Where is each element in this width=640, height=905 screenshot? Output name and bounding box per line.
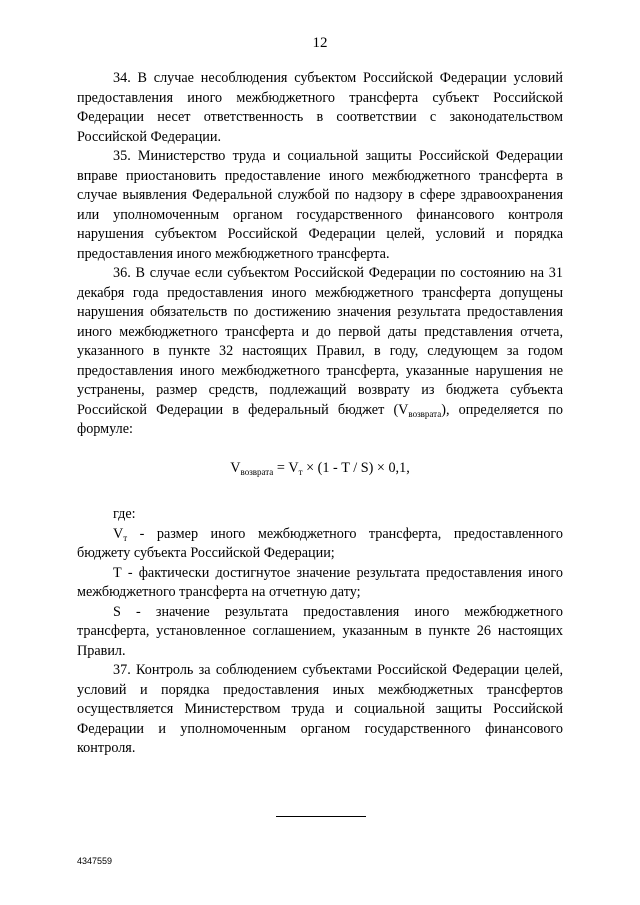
where-label: где: [113, 506, 136, 522]
vt-symbol: V [113, 525, 124, 542]
formula-equals: = V [273, 459, 299, 476]
vt-subscript: т [123, 532, 128, 543]
definition-s: S - значение результата предоставления иного межбюджетного трансферта, установленное соглашением, указанным в пункте 26 настоящих Правил. [77, 603, 563, 659]
formula-lhs-subscript: возврата [240, 466, 274, 477]
formula [77, 459, 563, 479]
page-number: 12 [312, 35, 328, 51]
formula-lhs: V [230, 459, 241, 476]
paragraph-36-tail: ), определяется по формуле: [77, 401, 563, 437]
paragraph-34: 34. В случае несоблюдения субъектом Российской Федерации условий предоставления иного межбюджетного трансферта субъект Российской Федерации несет ответственность в соответствии с законодательством Российской Федерации. [77, 70, 563, 145]
formula-vt-subscript: т [298, 466, 303, 477]
paragraph-36 [77, 264, 563, 440]
paragraph-35: 35. Министерство труда и социальной защиты Российской Федерации вправе приостановить предоставление иного межбюджетного трансферта в случае выявления Федеральной службой по надзору в сфере здравоохранения или уполномоченным органом государственного финансового контроля нарушения субъектом Российской Федерации целей, условий и порядка предоставления иного межбюджетного трансферта. [77, 148, 563, 262]
vt-definition-text: - размер иного межбюджетного трансферта, предоставленного бюджету субъекта Российской Федерации; [77, 525, 563, 561]
paragraph-37: 37. Контроль за соблюдением субъектами Российской Федерации целей, условий и порядка предоставления иных межбюджетных трансфертов осуществляется Министерством труда и социальной защиты Российской Федерации и уполномоченным органом государственного финансового контроля. [77, 662, 563, 756]
end-rule [276, 816, 366, 817]
document-id: 4347559 [77, 856, 113, 866]
paragraph-36-text: 36. В случае если субъектом Российской Федерации по состоянию на 31 декабря года предоставления иного межбюджетного трансферта допущены нарушения обязательств по достижению значения результата предоставления иного межбюджетного трансферта и до первой даты представления отчета, указанного в пункте 32 настоящих Правил, в году, следующем за годом предоставления иного межбюджетного трансферта, указанные нарушения не устранены, размер средств, подлежащий возврату из бюджета субъекта Российской Федерации в федеральный бюджет (V [77, 265, 563, 418]
definition-vt [77, 525, 563, 564]
subscript-vozvrata: возврата [408, 408, 442, 419]
document-body [77, 69, 563, 759]
formula-rhs: × (1 - T / S) × 0,1, [302, 459, 410, 476]
definition-t: Т - фактически достигнутое значение результата предоставления иного межбюджетного трансферта на отчетную дату; [77, 564, 563, 600]
